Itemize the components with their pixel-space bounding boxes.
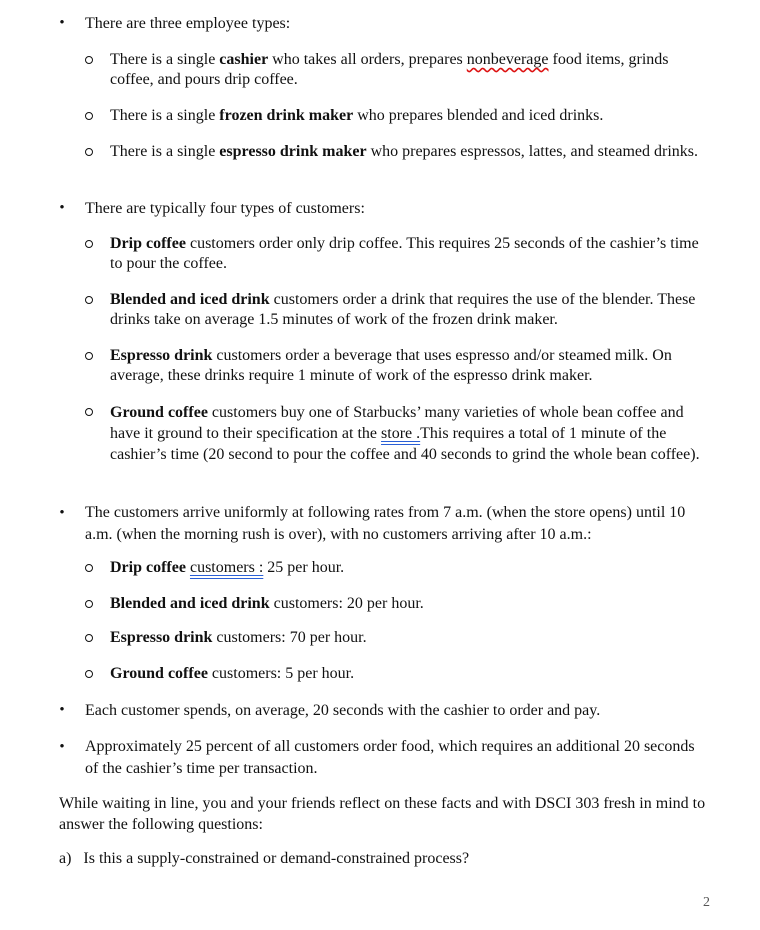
bullet-circle [85, 352, 93, 360]
page-number: 2 [703, 895, 710, 910]
bullet-circle [85, 564, 93, 572]
bullet-dot: • [59, 505, 65, 521]
bullet-circle [85, 634, 93, 642]
bullet-circle [85, 408, 93, 416]
bullet-dot: • [59, 200, 65, 216]
bullet-dot: • [59, 15, 65, 31]
bullet-circle [85, 600, 93, 608]
bullet-circle [85, 670, 93, 678]
document-page: • There are three employee types: There is a single cashier who takes all orders, prepares nonbeverage food items, grinds coffee, and pours drip coffee. There is a single frozen drink maker who prepares blended and iced drinks. There is a single espresso drink maker who prepares espressos, lattes, and steamed drinks. • There are typically four types of customers: Drip coffee customers order only drip coffee. This requires 25 seconds of the cashier’s time to pour the coffee. Blended and iced drink customers order a drink that requires the use of the blender. These drinks take on average 1.5 minutes of work of the frozen drink maker. Espresso drink customers order a beverage that uses espresso and/or steamed milk. On average, these drinks require 1 minute of work of the espresso drink maker. Ground coffee customers buy one of Starbucks’ many varieties of whole bean coffee and have it ground to their specification at the store .This requires a total of 1 minute of the cashier’s time (20 second to pour the coffee and 40 seconds to grind the whole bean coffee). • The customers arrive uniformly at following rates from 7 a.m. (when the store opens) until 10 a.m. (when the morning rush is over), with no customers arriving after 10 a.m.: Drip coffee customers : 25 per hour. Blended and iced drink customers: 20 per hour. Espresso drink customers: 70 per hour. Ground coffee customers: 5 per hour. • Each customer spends, on average, 20 seconds with the cashier to order and pay. • Approximately 25 percent of all customers order food, which requires an additional 20 seconds of the cashier’s time per transaction. While waiting in line, you and your friends reflect on these facts and with DSCI 303 fresh in mind to answer the following questions: a) Is this a supply-constrained or demand-constrained process? 2 [0, 0, 760, 930]
question-a: a) Is this a supply-constrained or demand-constrained process? [59, 850, 470, 867]
spelling-flag[interactable]: nonbeverage [466, 51, 549, 68]
bullet-circle [85, 148, 93, 156]
bullet-dot: • [59, 702, 65, 718]
bullet-circle [85, 112, 93, 120]
intro-paragraph: While waiting in line, you and your friends reflect on these facts and with DSCI 303 fresh in mind to answer the following questions: [59, 795, 706, 833]
grammar-flag[interactable]: customers : [189, 559, 264, 576]
bullet-circle [85, 240, 93, 248]
bullet-dot: • [59, 739, 65, 755]
bullet-circle [85, 296, 93, 304]
bullet-circle [85, 56, 93, 64]
grammar-flag[interactable]: store . [381, 425, 421, 442]
